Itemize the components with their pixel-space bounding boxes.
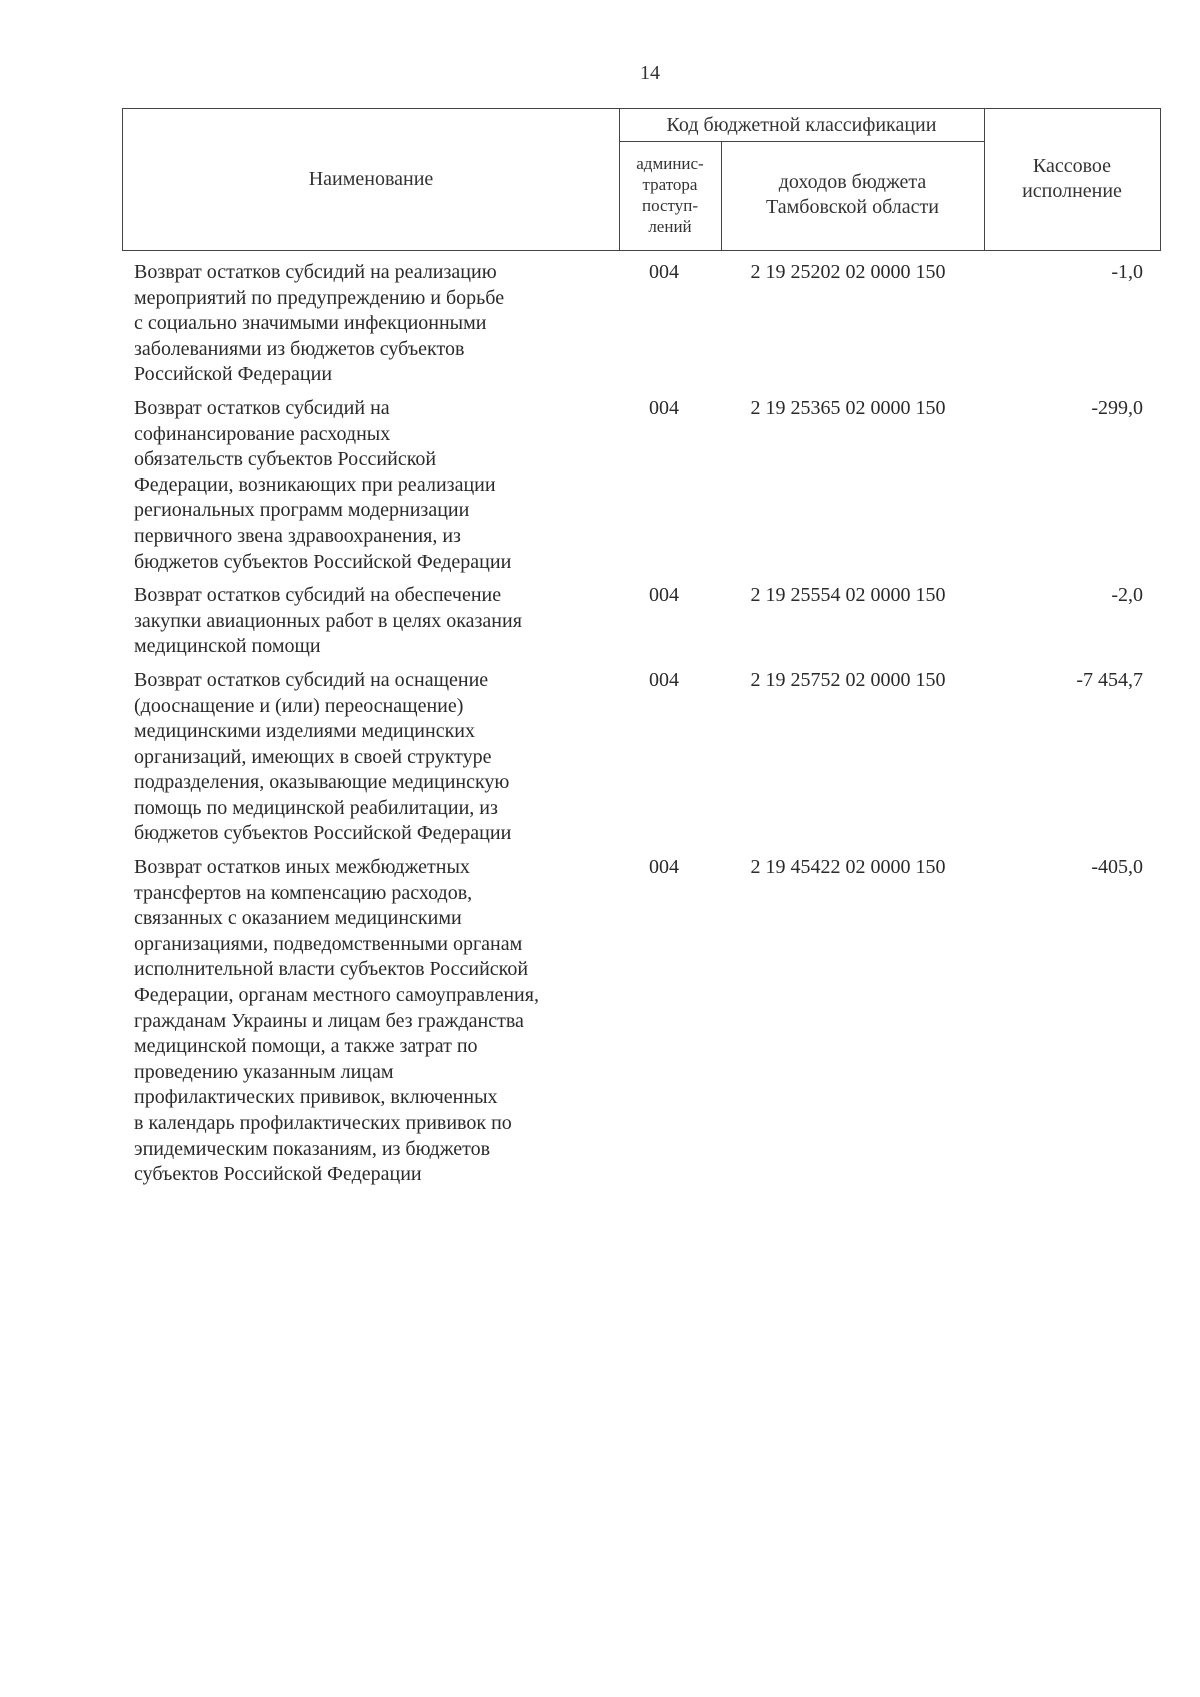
row-admin-code: 004 [649,396,679,419]
table-row [0,396,1200,575]
row-name: Возврат остатков субсидий на реализацию мероприятий по предупреждению и борьбе с социально значимыми инфекционными заболеваниями из бюджетов субъектов Российской Федерации [134,261,505,386]
row-admin-code: 004 [649,584,679,607]
table-row [0,260,1200,388]
row-amount: -7 454,7 [1076,668,1143,691]
page-number: 14 [640,62,660,84]
table-row [0,855,1200,1188]
row-name: Возврат остатков субсидий на оснащение (дооснащение и (или) переоснащение) медицинскими изделиями медицинских организаций, имеющих в своей структуре подразделения, оказывающие медицинскую помощь по медицинской реабилитации, из бюджетов субъектов Российской Федерации [134,668,512,845]
header-code-group: Код бюджетной классификации [666,113,937,136]
row-amount: -405,0 [1091,856,1143,879]
header-amount: Кассовое исполнение [1022,155,1122,202]
row-income-code: 2 19 45422 02 0000 150 [750,856,946,879]
row-name: Возврат остатков иных межбюджетных трансфертов на компенсацию расходов, связанных с оказанием медицинскими организациями, подведомственными органам исполнительной власти субъектов Российской Федерации, органам местного самоуправления, гражданам Украины и лицам без гражданства медицинской помощи, а также затрат по проведению указанным лицам профилактических прививок, включенных в календарь профилактических прививок по эпидемическим показаниям, из бюджетов субъектов Российской Федерации [134,856,539,1186]
row-name: Возврат остатков субсидий на обеспечение закупки авиационных работ в целях оказания медицинской помощи [134,584,522,658]
header-admin: админис- тратора поступ- лений [636,154,704,236]
row-admin-code: 004 [649,856,679,879]
row-name: Возврат остатков субсидий на софинансирование расходных обязательств субъектов Российской Федерации, возникающих при реализации региональных программ модернизации первичного звена здравоохранения, из бюджетов субъектов Российской Федерации [134,396,512,573]
table-row [0,583,1200,660]
header-income: доходов бюджета Тамбовской области [766,171,939,218]
table-body [0,260,1200,1196]
row-income-code: 2 19 25554 02 0000 150 [750,584,946,607]
row-income-code: 2 19 25365 02 0000 150 [750,396,946,419]
table-header [122,108,1161,251]
row-income-code: 2 19 25202 02 0000 150 [750,261,946,283]
header-name: Наименование [308,167,434,190]
row-admin-code: 004 [649,668,679,691]
row-amount: -1,0 [1111,261,1143,283]
table-row [0,668,1200,847]
row-amount: -299,0 [1091,396,1143,419]
row-amount: -2,0 [1111,584,1143,607]
row-income-code: 2 19 25752 02 0000 150 [750,668,946,691]
row-admin-code: 004 [649,261,679,283]
